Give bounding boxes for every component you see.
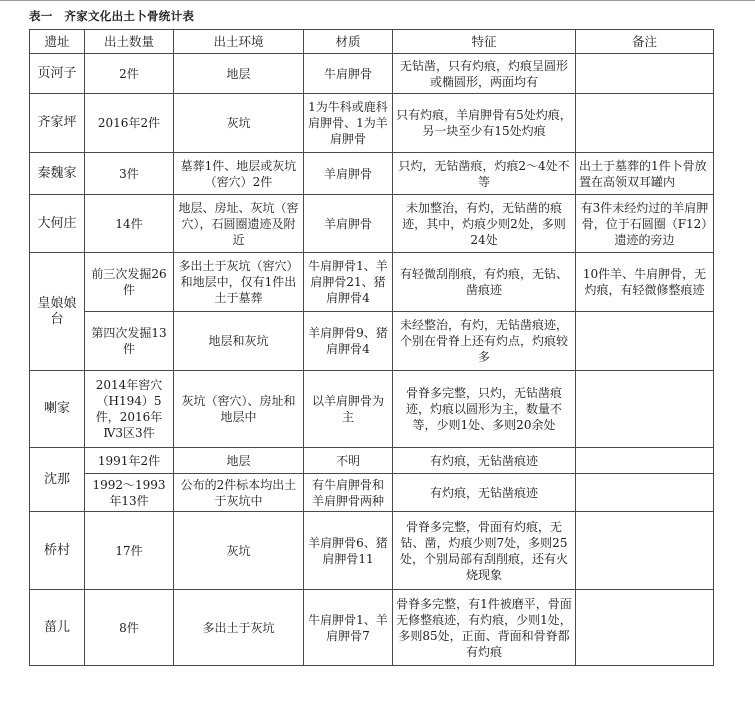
material-cell: 牛肩胛骨1、羊肩胛骨7 (304, 590, 393, 666)
header-row (30, 30, 714, 54)
site-cell: 页河子 (30, 54, 85, 94)
table-row (30, 153, 714, 195)
feature-cell: 骨脊多完整，只灼，无钻凿痕迹，灼痕以圆形为主，数量不等，少则1处、多则20余处 (393, 371, 576, 448)
count-cell: 2014年窖穴（H194）5件，2016年Ⅳ3区3件 (85, 371, 174, 448)
feature-cell: 未经整治，有灼，无钻凿痕迹，个别在骨脊上还有灼点，灼痕较多 (393, 312, 576, 371)
feature-cell: 有轻微刮削痕，有灼痕，无钻、凿痕迹 (393, 253, 576, 312)
material-cell: 有牛肩胛骨和羊肩胛骨两种 (304, 474, 393, 512)
table-caption: 表一 齐家文化出土卜骨统计表 (29, 9, 195, 23)
table-row (30, 253, 714, 312)
note-cell (576, 474, 714, 512)
environment-cell: 灰坑（窖穴）、房址和地层中 (174, 371, 304, 448)
table-row (30, 512, 714, 590)
site-cell: 秦魏家 (30, 153, 85, 195)
count-cell: 8件 (85, 590, 174, 666)
environment-cell: 灰坑 (174, 512, 304, 590)
header-count: 出土数量 (85, 30, 174, 54)
note-cell (576, 54, 714, 94)
feature-cell: 只有灼痕，羊肩胛骨有5处灼痕，另一块至少有15处灼痕 (393, 94, 576, 153)
material-cell: 不明 (304, 448, 393, 474)
note-cell (576, 94, 714, 153)
note-cell (576, 512, 714, 590)
note-cell: 有3件未经灼过的羊肩胛骨，位于石圆圈（F12）遗迹的旁边 (576, 195, 714, 253)
site-cell: 皇娘娘台 (30, 253, 85, 371)
header-site: 遗址 (30, 30, 85, 54)
header-environment: 出土环境 (174, 30, 304, 54)
feature-cell: 有灼痕，无钻凿痕迹 (393, 474, 576, 512)
table-row (30, 94, 714, 153)
count-cell: 2016年2件 (85, 94, 174, 153)
table-row (30, 590, 714, 666)
environment-cell: 地层 (174, 54, 304, 94)
table-row (30, 54, 714, 94)
count-cell: 第四次发掘13件 (85, 312, 174, 371)
site-cell: 喇家 (30, 371, 85, 448)
note-cell (576, 312, 714, 371)
note-cell (576, 590, 714, 666)
environment-cell: 地层和灰坑 (174, 312, 304, 371)
feature-cell: 未加整治，有灼，无钻凿的痕迹，其中，灼痕少则2处，多则24处 (393, 195, 576, 253)
table-row (30, 474, 714, 512)
material-cell: 羊肩胛骨 (304, 195, 393, 253)
site-cell: 沈那 (30, 448, 85, 512)
environment-cell: 灰坑 (174, 94, 304, 153)
top-rule (0, 0, 755, 1)
table-row (30, 448, 714, 474)
environment-cell: 墓葬1件、地层或灰坑（窖穴）2件 (174, 153, 304, 195)
site-cell: 齐家坪 (30, 94, 85, 153)
table-row (30, 312, 714, 371)
count-cell: 1991年2件 (85, 448, 174, 474)
count-cell: 前三次发掘26件 (85, 253, 174, 312)
material-cell: 羊肩胛骨 (304, 153, 393, 195)
material-cell: 羊肩胛骨9、猪肩胛骨4 (304, 312, 393, 371)
feature-cell: 无钻凿，只有灼痕，灼痕呈圆形或椭圆形，两面均有 (393, 54, 576, 94)
site-cell: 桥村 (30, 512, 85, 590)
count-cell: 2件 (85, 54, 174, 94)
header-feature: 特征 (393, 30, 576, 54)
environment-cell: 公布的2件标本均出土于灰坑中 (174, 474, 304, 512)
statistics-table (29, 29, 714, 666)
material-cell: 1为牛科或鹿科肩胛骨、1为羊肩胛骨 (304, 94, 393, 153)
feature-cell: 骨脊多完整，骨面有灼痕，无钻、凿，灼痕少则7处，多则25处，个别局部有刮削痕，还有火烧现象 (393, 512, 576, 590)
note-cell: 出土于墓葬的1件卜骨放置在高领双耳罐内 (576, 153, 714, 195)
table-row (30, 195, 714, 253)
environment-cell: 多出土于灰坑 (174, 590, 304, 666)
count-cell: 1992～1993年13件 (85, 474, 174, 512)
feature-cell: 有灼痕，无钻凿痕迹 (393, 448, 576, 474)
feature-cell: 只灼，无钻凿痕，灼痕2～4处不等 (393, 153, 576, 195)
table-row (30, 371, 714, 448)
note-cell (576, 448, 714, 474)
count-cell: 3件 (85, 153, 174, 195)
note-cell: 10件羊、牛肩胛骨，无灼痕，有轻微修整痕迹 (576, 253, 714, 312)
environment-cell: 地层 (174, 448, 304, 474)
environment-cell: 多出土于灰坑（窖穴）和地层中，仅有1件出土于墓葬 (174, 253, 304, 312)
material-cell: 羊肩胛骨6、猪肩胛骨11 (304, 512, 393, 590)
note-cell (576, 371, 714, 448)
count-cell: 14件 (85, 195, 174, 253)
site-cell: 菑儿 (30, 590, 85, 666)
header-note: 备注 (576, 30, 714, 54)
material-cell: 牛肩胛骨1、羊肩胛骨21、猪肩胛骨4 (304, 253, 393, 312)
material-cell: 以羊肩胛骨为主 (304, 371, 393, 448)
material-cell: 牛肩胛骨 (304, 54, 393, 94)
header-material: 材质 (304, 30, 393, 54)
environment-cell: 地层、房址、灰坑（窖穴），石圆圈遗迹及附近 (174, 195, 304, 253)
feature-cell: 骨脊多完整，有1件被磨平，骨面无修整痕迹，有灼痕，少则1处，多则85处，正面、背面和骨脊都有灼痕 (393, 590, 576, 666)
site-cell: 大何庄 (30, 195, 85, 253)
count-cell: 17件 (85, 512, 174, 590)
